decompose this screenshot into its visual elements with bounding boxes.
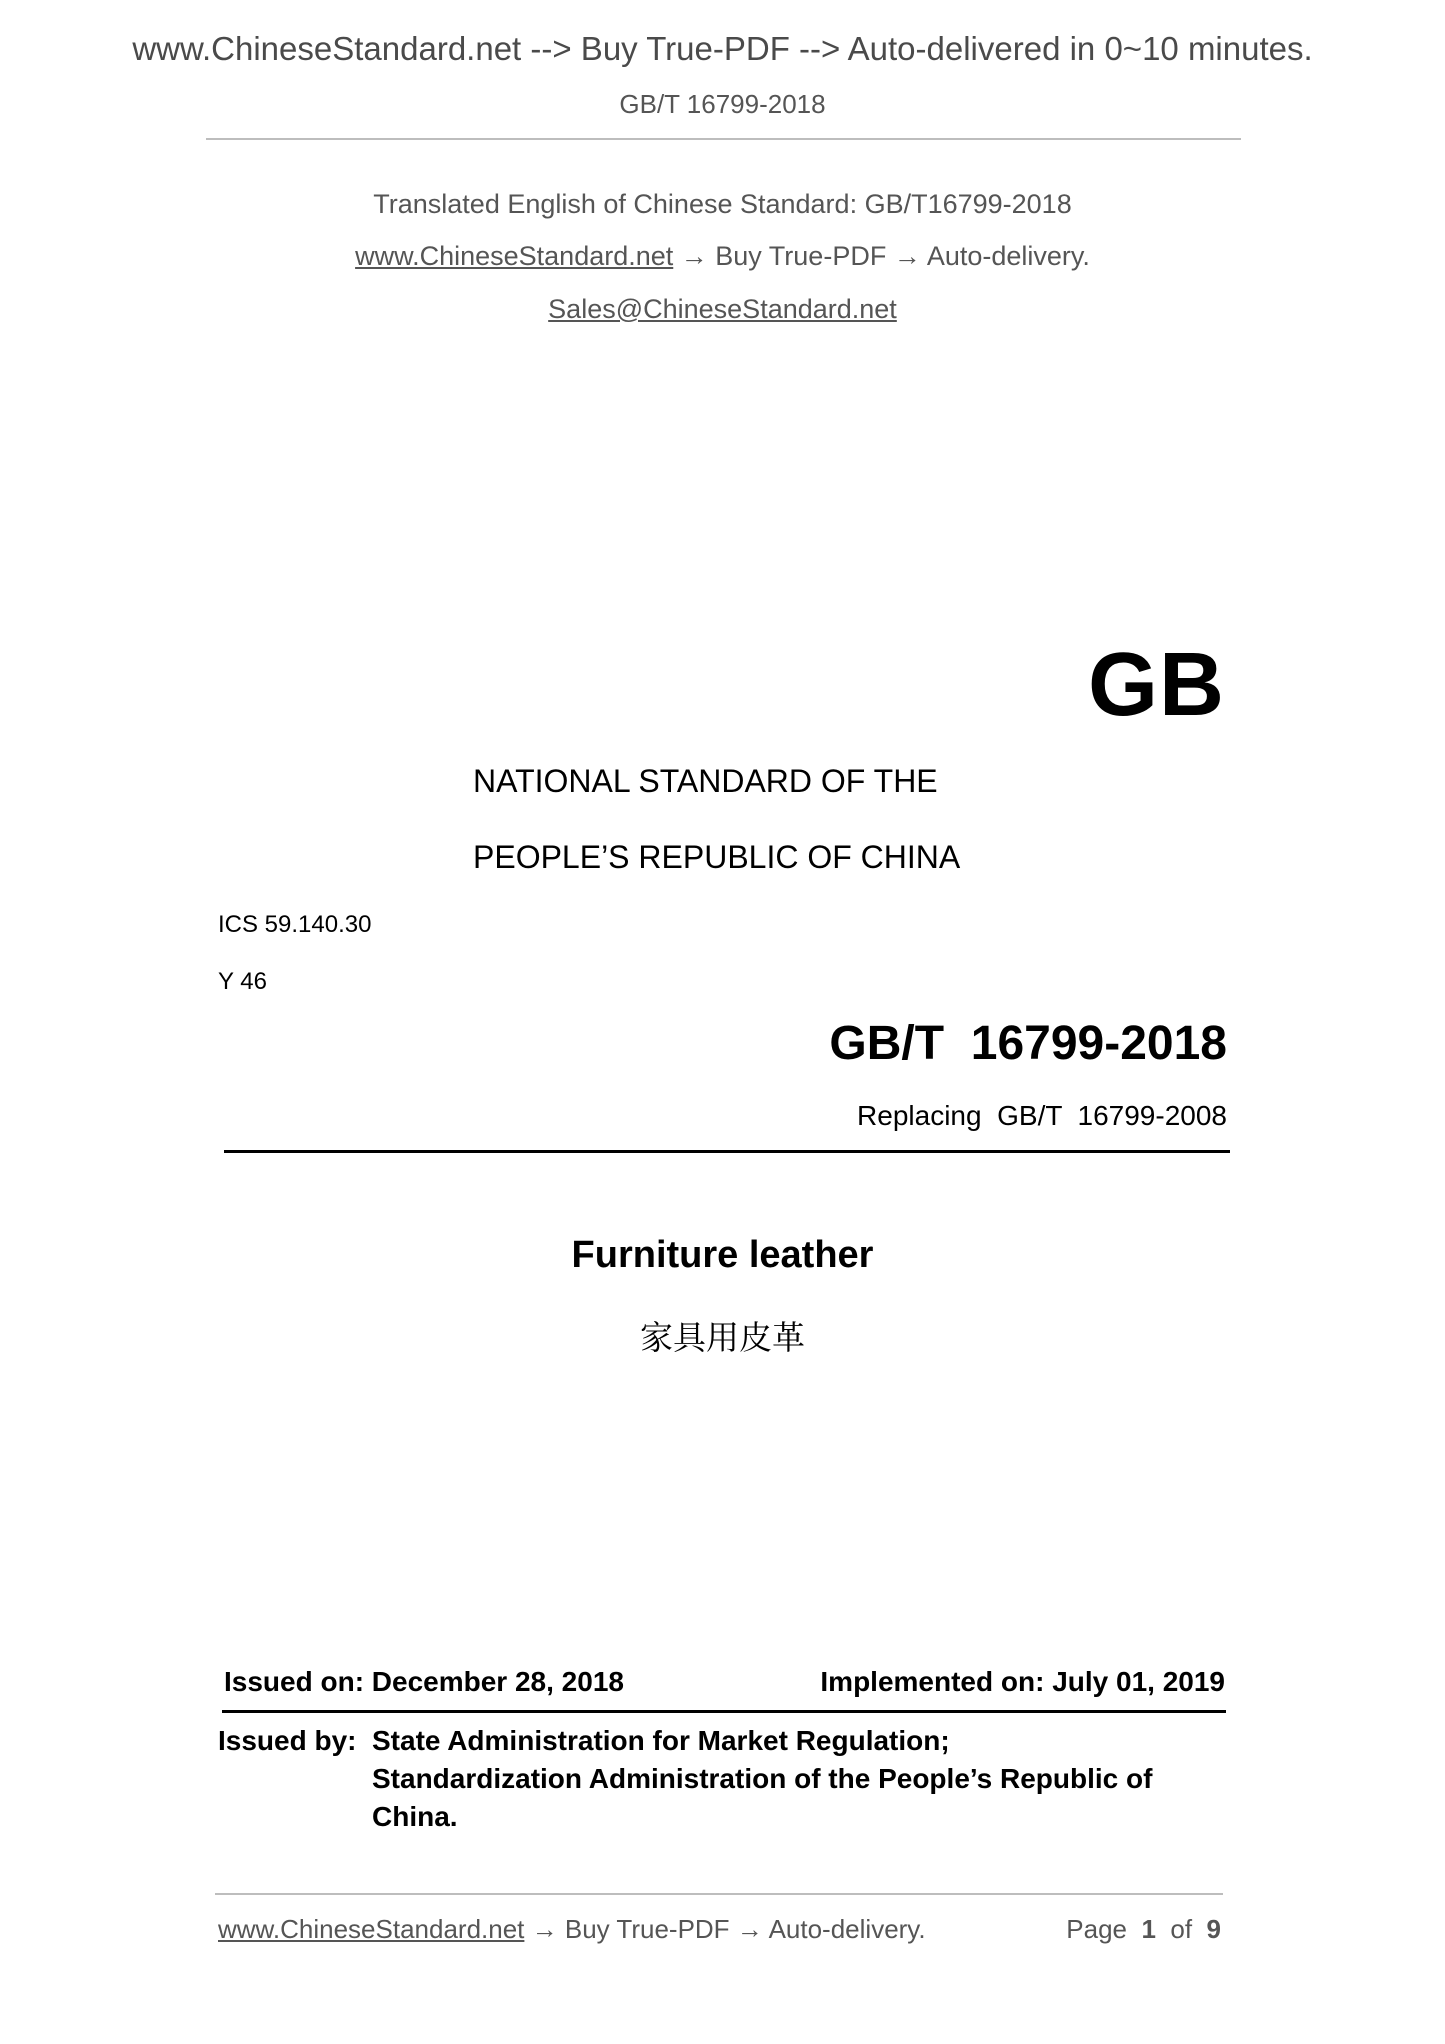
page-total: 9 [1206,1914,1221,1944]
issue-divider [222,1710,1226,1713]
y-code: Y 46 [218,968,267,995]
site-link[interactable]: www.ChineseStandard.net [355,241,674,271]
standard-number: GB/T 16799-2018 [829,1017,1227,1070]
issued-by-label: Issued by: [218,1725,357,1756]
issued-by-line2: Standardization Administration of the People’s Republic of [372,1763,1153,1794]
page-current: 1 [1141,1914,1156,1944]
ics-code: ICS 59.140.30 [218,911,372,938]
page-label: Page [1066,1914,1128,1944]
translated-note: Translated English of Chinese Standard: GB/T16799-2018 [373,189,1072,219]
footer-divider [215,1893,1223,1895]
issued-by-line1: State Administration for Market Regulation; [372,1725,950,1756]
email-link[interactable]: Sales@ChineseStandard.net [548,294,897,324]
buy-line [0,241,1445,272]
national-standard-line1: NATIONAL STANDARD OF THE [473,763,938,799]
header-divider [206,138,1241,140]
footer-buy-line [218,1914,926,1945]
footer-site-link[interactable]: www.ChineseStandard.net [218,1914,525,1944]
buy-text: → Buy True-PDF → Auto-delivery. [673,241,1090,271]
implemented-on: Implemented on: July 01, 2019 [820,1666,1225,1697]
national-standard-line2: PEOPLE’S REPUBLIC OF CHINA [473,839,961,875]
header-doc-code: GB/T 16799-2018 [619,89,826,119]
replacing-note: Replacing GB/T 16799-2008 [857,1100,1227,1131]
page-indicator [1066,1914,1221,1945]
title-chinese: 家具用皮革 [640,1318,805,1357]
page-of: of [1170,1914,1193,1944]
standard-divider [224,1150,1230,1153]
top-banner: www.ChineseStandard.net --> Buy True-PDF --> Auto-delivered in 0~10 minutes. [132,30,1313,67]
gb-mark: GB [1088,635,1225,735]
title-english: Furniture leather [571,1234,874,1276]
issued-by-line3: China. [372,1801,458,1832]
issued-on: Issued on: December 28, 2018 [224,1666,624,1697]
sales-line [0,294,1445,325]
footer-buy-text: → Buy True-PDF → Auto-delivery. [524,1914,926,1944]
